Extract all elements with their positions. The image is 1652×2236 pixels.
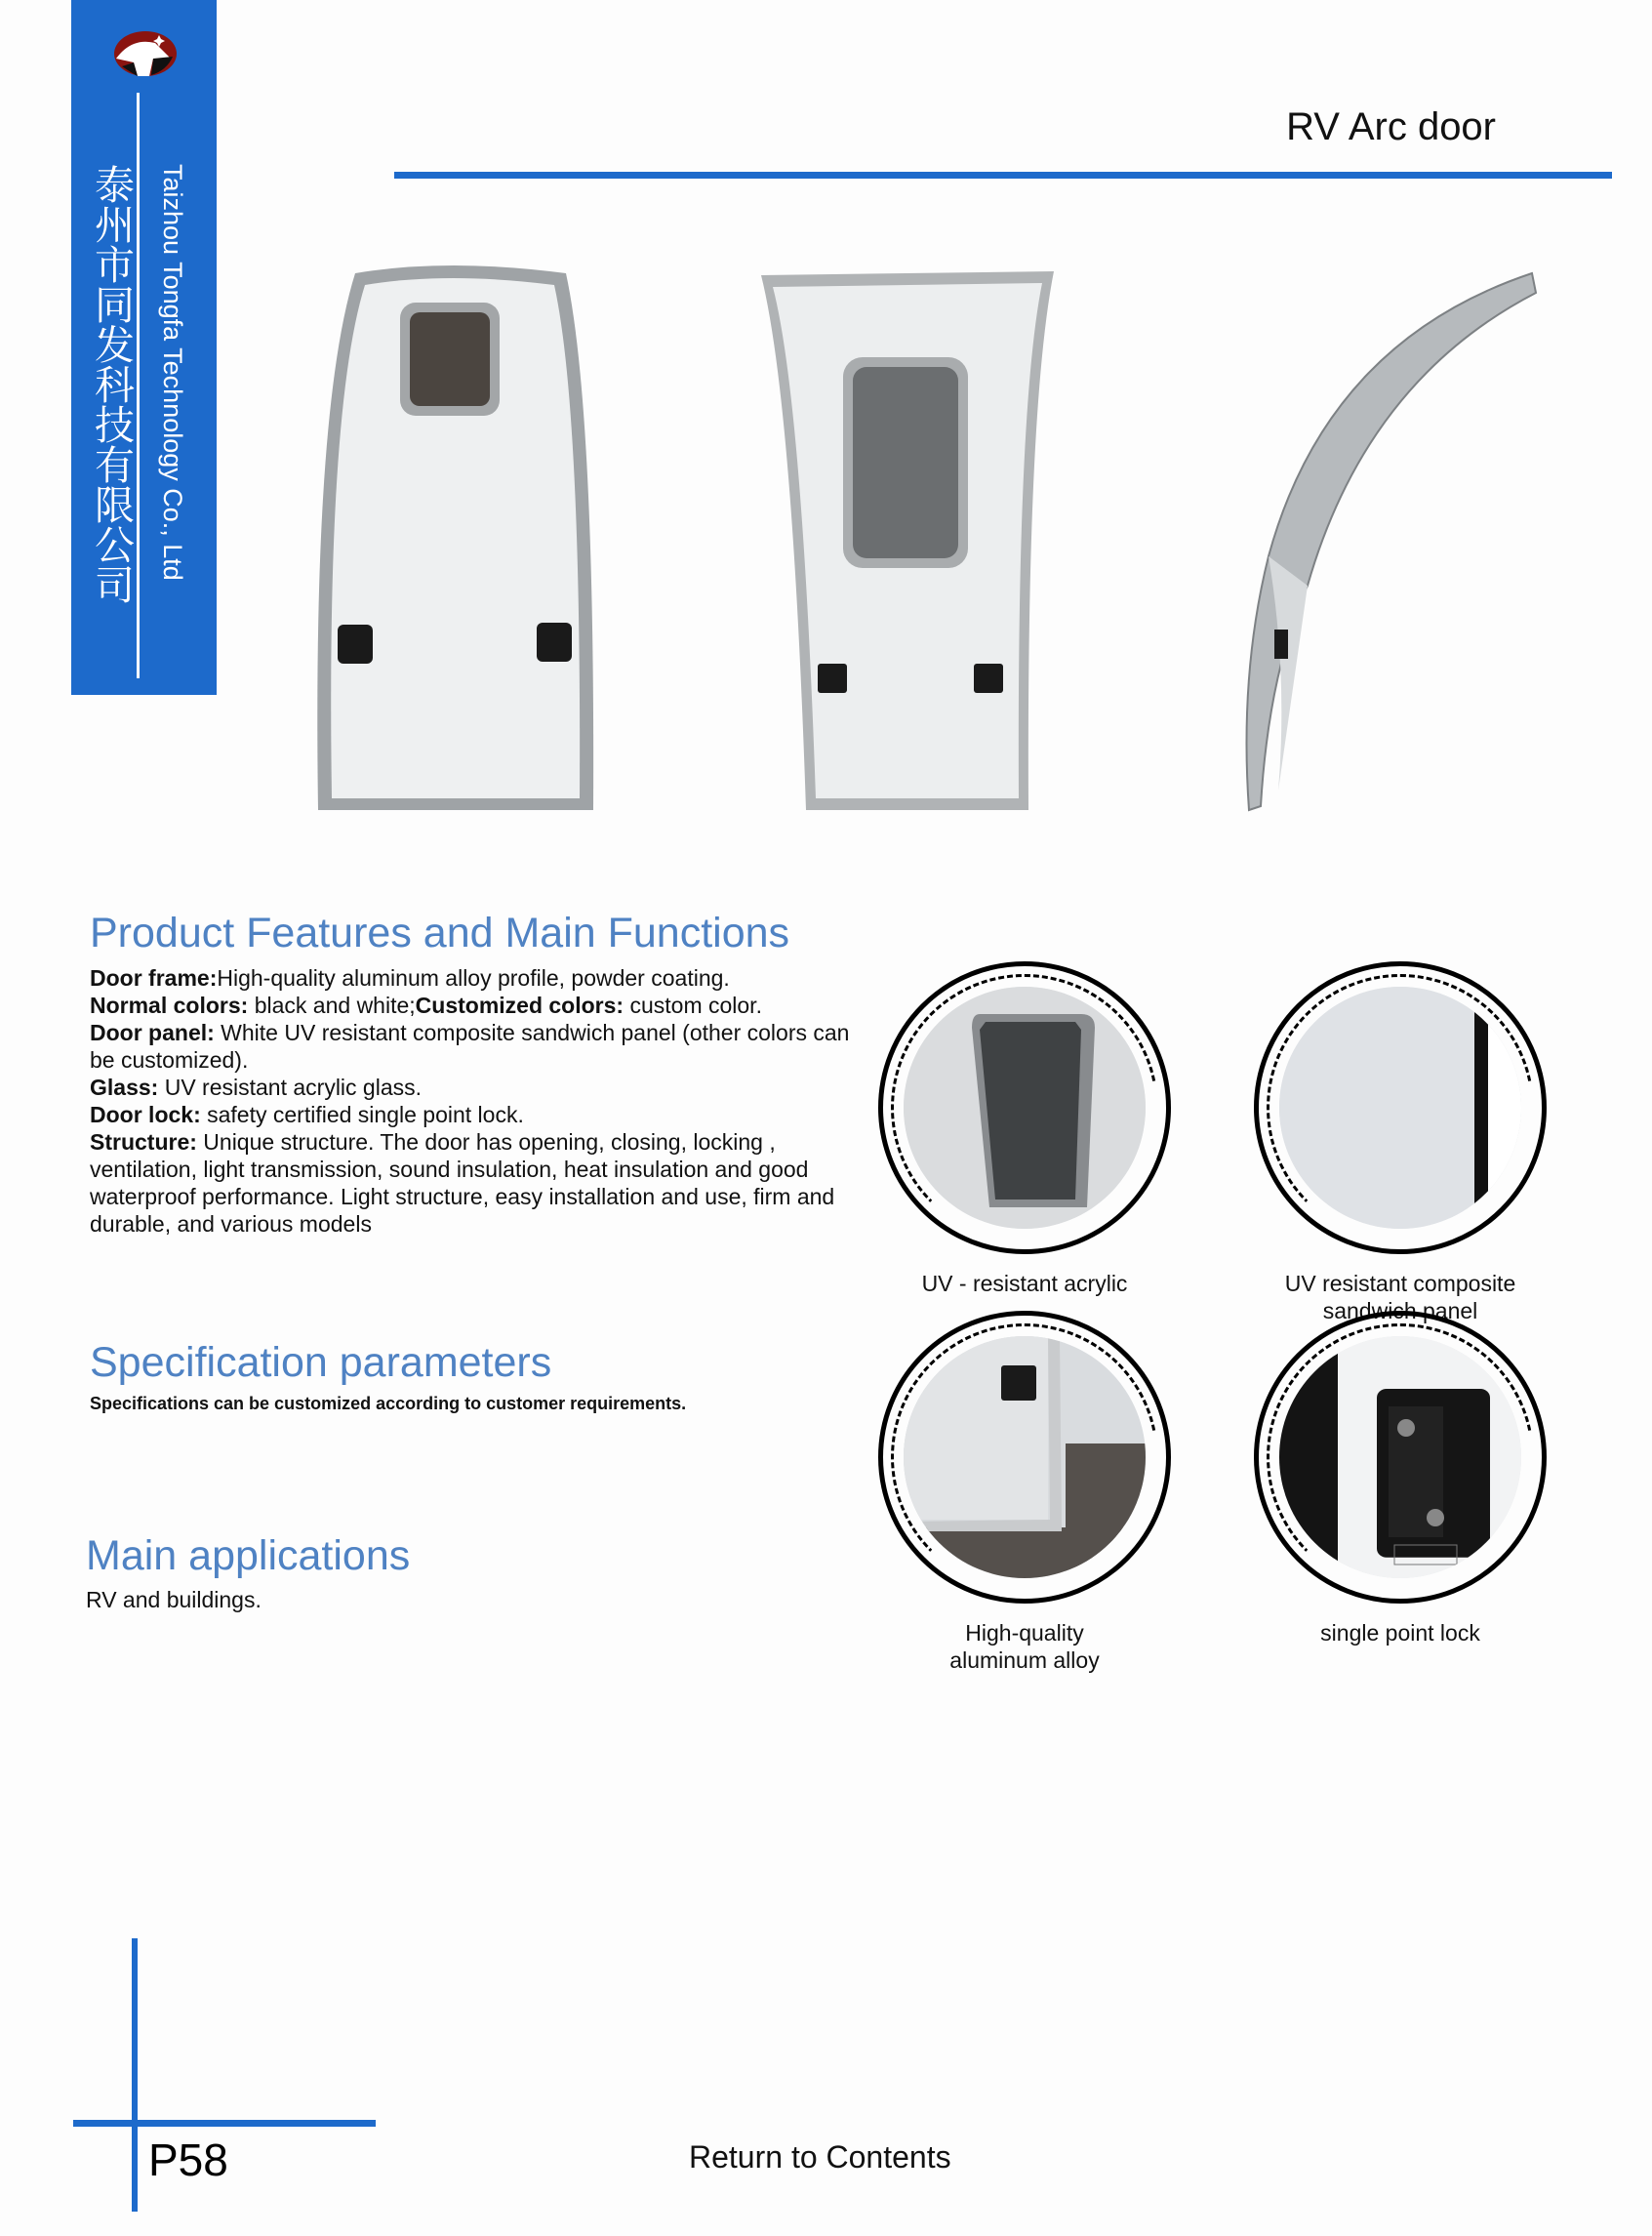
return-to-contents-link[interactable]: Return to Contents: [689, 2139, 951, 2175]
detail-single-point-lock: [1244, 1311, 1556, 1721]
detail-aluminum-alloy: [868, 1311, 1181, 1721]
feature-door-lock: Door lock: safety certified single point lock.: [90, 1102, 524, 1127]
detail-label: single point lock: [1320, 1620, 1480, 1646]
detail-acrylic: [868, 961, 1181, 1371]
detail-label: UV - resistant acrylic: [921, 1271, 1128, 1296]
specs-heading: Specification parameters: [90, 1339, 552, 1386]
door-inside-photo: [753, 264, 1058, 818]
company-name-english: Taizhou Tongfa Technology Co., Ltd: [158, 164, 187, 581]
feature-colors: Normal colors: black and white;Customized colors: custom color.: [90, 993, 762, 1018]
detail-sandwich-panel: [1244, 961, 1556, 1371]
feature-structure: Structure: Unique structure. The door has opening, closing, locking , ventilation, light transmission, sound insulation, heat insulation and good waterproof performance. Light structure, easy installation and use, firm and durable, and various models: [90, 1129, 835, 1237]
features-list: [90, 964, 851, 1238]
features-heading: Product Features and Main Functions: [90, 910, 790, 956]
detail-label-line2: aluminum alloy: [949, 1647, 1100, 1673]
specs-note: Specifications can be customized according to customer requirements.: [90, 1394, 687, 1413]
feature-door-panel: Door panel: White UV resistant composite sandwich panel (other colors can be customized).: [90, 1020, 850, 1073]
aluminum-frame-photo: [904, 1336, 1146, 1578]
door-side-profile-photo: [1210, 264, 1542, 818]
detail-label: High-quality: [965, 1620, 1084, 1646]
applications-text: RV and buildings.: [86, 1587, 262, 1612]
lock-photo: [1279, 1336, 1521, 1578]
detail-label-line2: sandwich panel: [1322, 1298, 1478, 1323]
acrylic-window-photo: [904, 987, 1146, 1229]
footer-horizontal-line: [73, 2120, 376, 2127]
door-front-photo: [310, 264, 595, 818]
feature-glass: Glass: UV resistant acrylic glass.: [90, 1075, 423, 1100]
page-title: RV Arc door: [1286, 105, 1496, 148]
footer-vertical-line: [132, 1938, 138, 2212]
page-number: P58: [148, 2134, 228, 2185]
detail-label: UV resistant composite: [1284, 1271, 1516, 1296]
sandwich-panel-photo: [1279, 987, 1521, 1229]
feature-door-frame: Door frame:High-quality aluminum alloy profile, powder coating.: [90, 965, 730, 991]
title-rule: [394, 172, 1612, 179]
company-logo-icon: [112, 29, 179, 78]
sidebar-divider: [137, 93, 140, 678]
company-name-chinese: 泰州市同发科技有限公司: [88, 164, 135, 604]
applications-heading: Main applications: [86, 1532, 411, 1579]
